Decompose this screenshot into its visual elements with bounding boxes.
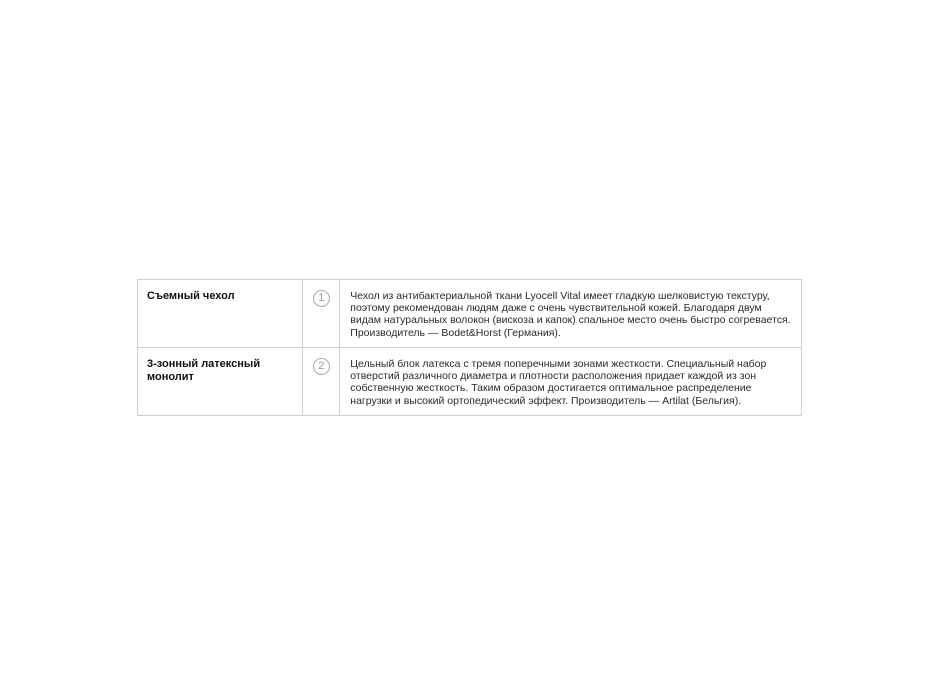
feature-description: Чехол из антибактериальной ткани Lyocell Vital имеет гладкую шелковистую текстуру, поэтому рекомендован людям даже с очень чувствительной кожей. Благодаря двум видам натуральных волокон (вискоза и капок) спальное место очень быстро согревается. Производитель — Bodet&Horst (Германия). [350,290,791,339]
feature-description: Цельный блок латекса с тремя поперечными зонами жесткости. Специальный набор отверстий различного диаметра и плотности расположения придает каждой из зон собственную жесткость. Таким образом достигается оптимальное распределение нагрузки и высокий ортопедический эффект. Производитель — Artilat (Бельгия). [350,358,767,407]
feature-number-cell [303,348,340,416]
table-row [138,280,802,348]
feature-name: Съемный чехол [147,290,235,302]
feature-name-cell [138,348,303,416]
feature-name: 3-зонный латексный монолит [147,358,261,383]
features-table [137,279,802,416]
feature-number-cell [303,280,340,348]
feature-description-cell [340,348,802,416]
circled-number-icon: 2 [313,358,330,375]
circled-number-icon: 1 [313,290,330,307]
feature-description-cell [340,280,802,348]
table-row [138,348,802,416]
feature-name-cell [138,280,303,348]
